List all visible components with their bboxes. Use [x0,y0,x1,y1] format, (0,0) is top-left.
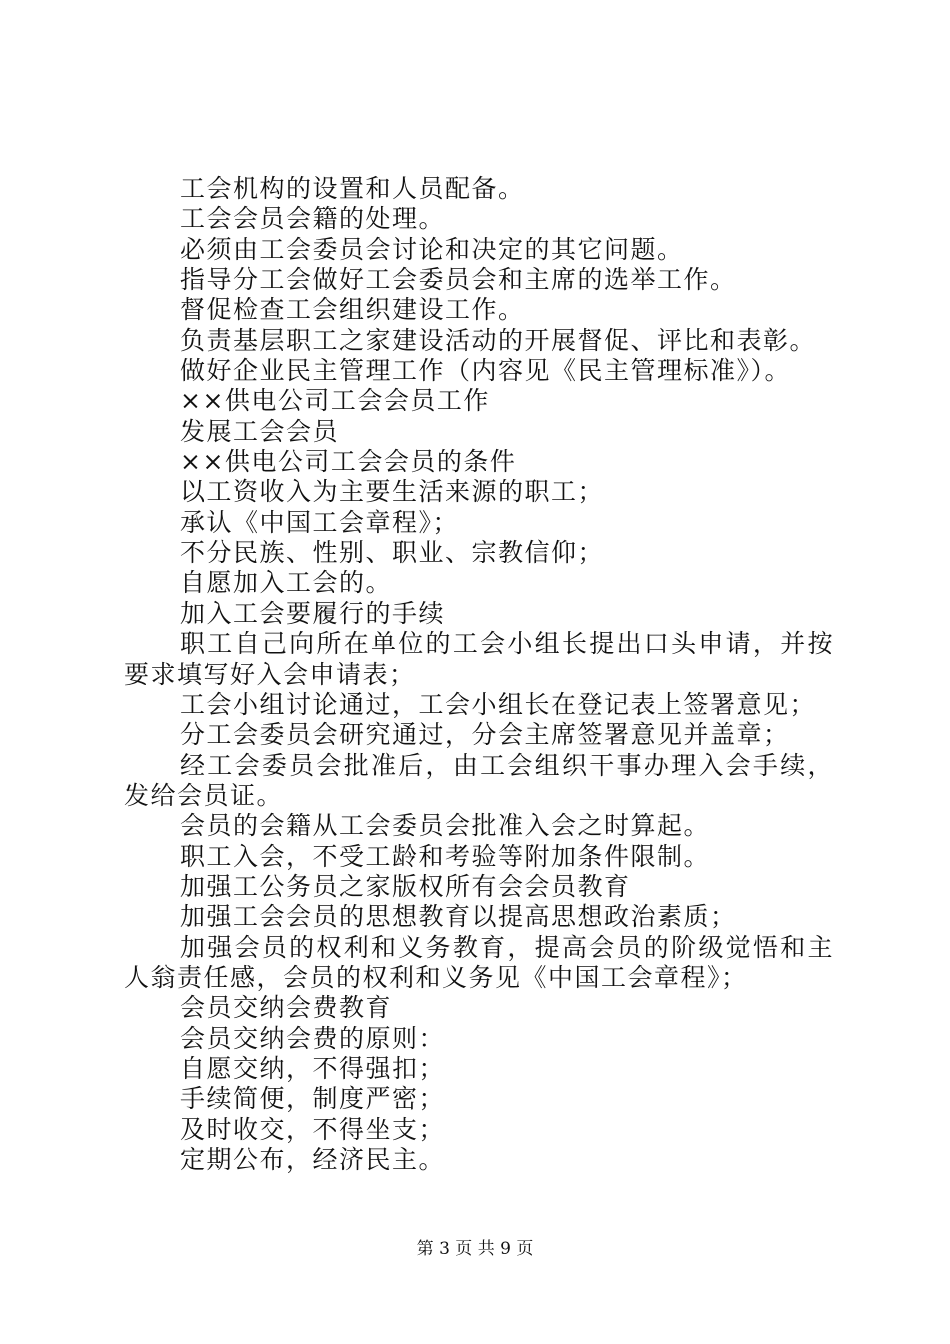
paragraph: 发展工会会员 [180,416,340,446]
page-number-label: 第 3 页 共 9 页 [416,1239,534,1259]
page-footer [0,1238,950,1260]
paragraph: 会员的会籍从工会委员会批准入会之时算起。 [180,811,711,841]
paragraph: 以工资收入为主要生活来源的职工； [180,477,605,507]
paragraph: 及时收交，不得坐支； [180,1114,446,1144]
paragraph: 指导分工会做好工会委员会和主席的选举工作。 [180,265,737,295]
paragraph: 定期公布，经济民主。 [180,1145,446,1174]
paragraph: 承认《中国工会章程》； [180,507,460,537]
paragraph: 会员交纳会费教育 [180,993,393,1023]
paragraph: 加入工会要履行的手续 [180,598,446,628]
paragraph: 督促检查工会组织建设工作。 [180,295,525,325]
paragraph: 工会会员会籍的处理。 [180,204,446,234]
paragraph: 自愿交纳，不得强扣； [180,1053,446,1083]
paragraph: 负责基层职工之家建设活动的开展督促、评比和表彰。 [180,325,817,355]
paragraph: 职工入会，不受工龄和考验等附加条件限制。 [180,841,711,871]
paragraph: 工会小组讨论通过，工会小组长在登记表上签署意见； [180,689,817,719]
paragraph: 做好企业民主管理工作（内容见《民主管理标准》）。 [180,356,792,386]
paragraph: ××供电公司工会会员工作 [180,386,490,416]
document-body [124,174,834,1175]
paragraph: 工会机构的设置和人员配备。 [180,174,525,203]
paragraph: 必须由工会委员会讨论和决定的其它问题。 [180,234,684,264]
paragraph: 经工会委员会批准后，由工会组织干事办理入会手续，发给会员证。 [124,750,834,810]
paragraph: 会员交纳会费的原则： [180,1023,446,1053]
paragraph: 加强会员的权利和义务教育，提高会员的阶级觉悟和主人翁责任感，会员的权利和义务见《中国工会章程》； [124,932,834,992]
paragraph: 手续简便，制度严密； [180,1084,446,1114]
paragraph: 分工会委员会研究通过，分会主席签署意见并盖章； [180,720,790,750]
paragraph: 加强工公务员之家版权所有会会员教育 [180,871,631,901]
paragraph: ××供电公司工会会员的条件 [180,447,517,477]
paragraph: 加强工会会员的思想教育以提高思想政治素质； [180,902,737,932]
paragraph: 自愿加入工会的。 [180,568,393,598]
paragraph: 职工自己向所在单位的工会小组长提出口头申请，并按要求填写好入会申请表； [124,629,834,689]
paragraph: 不分民族、性别、职业、宗教信仰； [180,538,605,568]
